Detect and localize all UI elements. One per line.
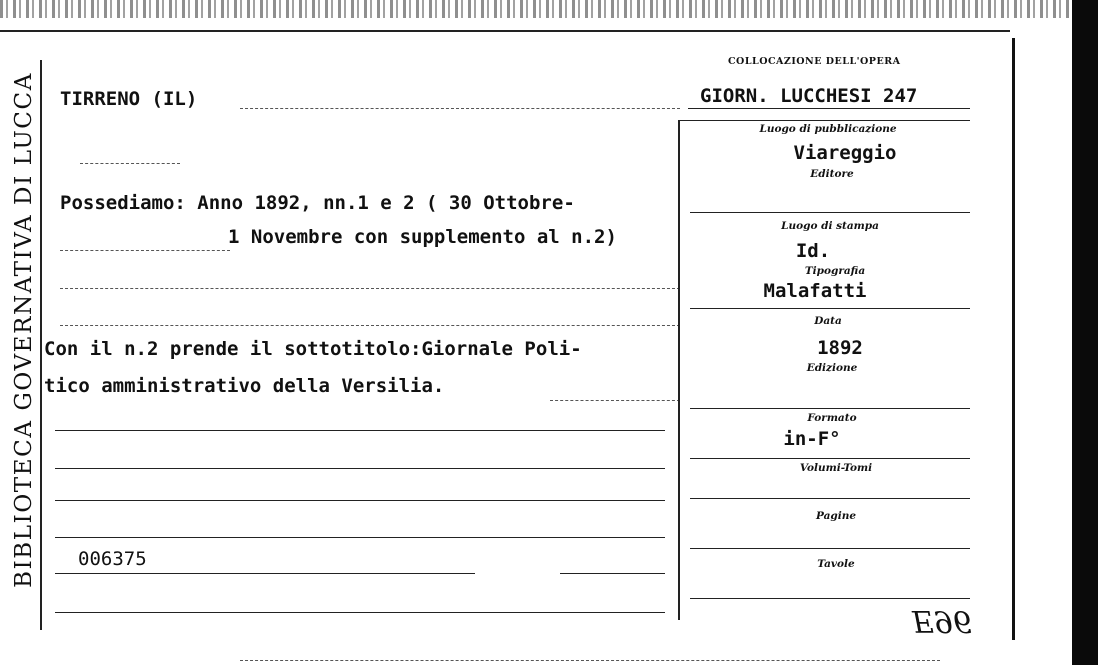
collocation-underline: [688, 108, 970, 109]
ruled-line: [560, 573, 665, 574]
field-label-edition: Edizione: [806, 362, 858, 374]
ruled-line: [55, 537, 665, 538]
bottom-scan-edge: [240, 660, 940, 661]
note-line-2: tico amministrativo della Versilia.: [44, 375, 445, 397]
note-line-1: Con il n.2 prende il sottotitolo:Giornale Poli-: [44, 338, 582, 360]
fields-column-divider: [678, 120, 680, 620]
top-rule: [0, 30, 1010, 32]
field-label-volumes: Volumi-Tomi: [799, 462, 873, 474]
field-divider: [690, 548, 970, 549]
library-spine-label: BIBLIOTECA GOVERNATIVA DI LUCCA: [11, 72, 37, 588]
field-divider: [690, 212, 970, 213]
card-right-edge: [1012, 38, 1015, 640]
field-value-place-of-publication: Viareggio: [793, 142, 897, 164]
ruled-line: [55, 573, 475, 574]
ruled-line: [55, 430, 665, 431]
field-divider: [690, 598, 970, 599]
holdings-line-1: Possediamo: Anno 1892, nn.1 e 2 ( 30 Ottobre-: [60, 192, 575, 214]
collocation-value: GIORN. LUCCHESI 247: [700, 85, 918, 107]
ruled-line: [55, 500, 665, 501]
field-divider: [690, 498, 970, 499]
field-label-printer: Tipografia: [804, 265, 866, 277]
collocation-label: COLLOCAZIONE DELL'OPERA: [728, 56, 901, 67]
inventory-number: 006375: [78, 548, 147, 570]
ruled-line: [55, 612, 665, 613]
title-dotted-line: [240, 108, 680, 109]
field-value-format: in-F°: [783, 428, 841, 450]
left-margin-rule: [40, 60, 42, 630]
card-title: TIRRENO (IL): [60, 88, 198, 110]
fields-top-rule: [678, 120, 970, 121]
field-value-date: 1892: [817, 337, 863, 359]
field-divider: [690, 458, 970, 459]
holdings-line-2: 1 Novembre con supplemento al n.2): [228, 226, 617, 248]
field-label-format: Formato: [807, 412, 857, 424]
field-label-date: Data: [814, 315, 842, 327]
field-label-plates: Tavole: [817, 558, 855, 570]
field-divider: [690, 308, 970, 309]
handwritten-mark: E96: [912, 603, 973, 638]
ruled-line: [55, 468, 665, 469]
field-label-place-of-publication: Luogo di pubblicazione: [759, 123, 897, 135]
dotted-line: [60, 250, 230, 251]
dotted-line: [550, 400, 680, 401]
scan-top-border: [0, 0, 1072, 18]
dotted-line: [60, 288, 680, 289]
field-divider: [690, 408, 970, 409]
scan-right-edge: [1072, 0, 1098, 665]
field-label-publisher: Editore: [810, 168, 854, 180]
field-label-pages: Pagine: [815, 510, 857, 522]
field-label-place-of-printing: Luogo di stampa: [781, 220, 879, 232]
dotted-line: [80, 163, 180, 164]
dotted-line: [60, 325, 680, 326]
field-value-printer: Malafatti: [763, 280, 867, 302]
field-value-place-of-printing: Id.: [795, 240, 831, 262]
